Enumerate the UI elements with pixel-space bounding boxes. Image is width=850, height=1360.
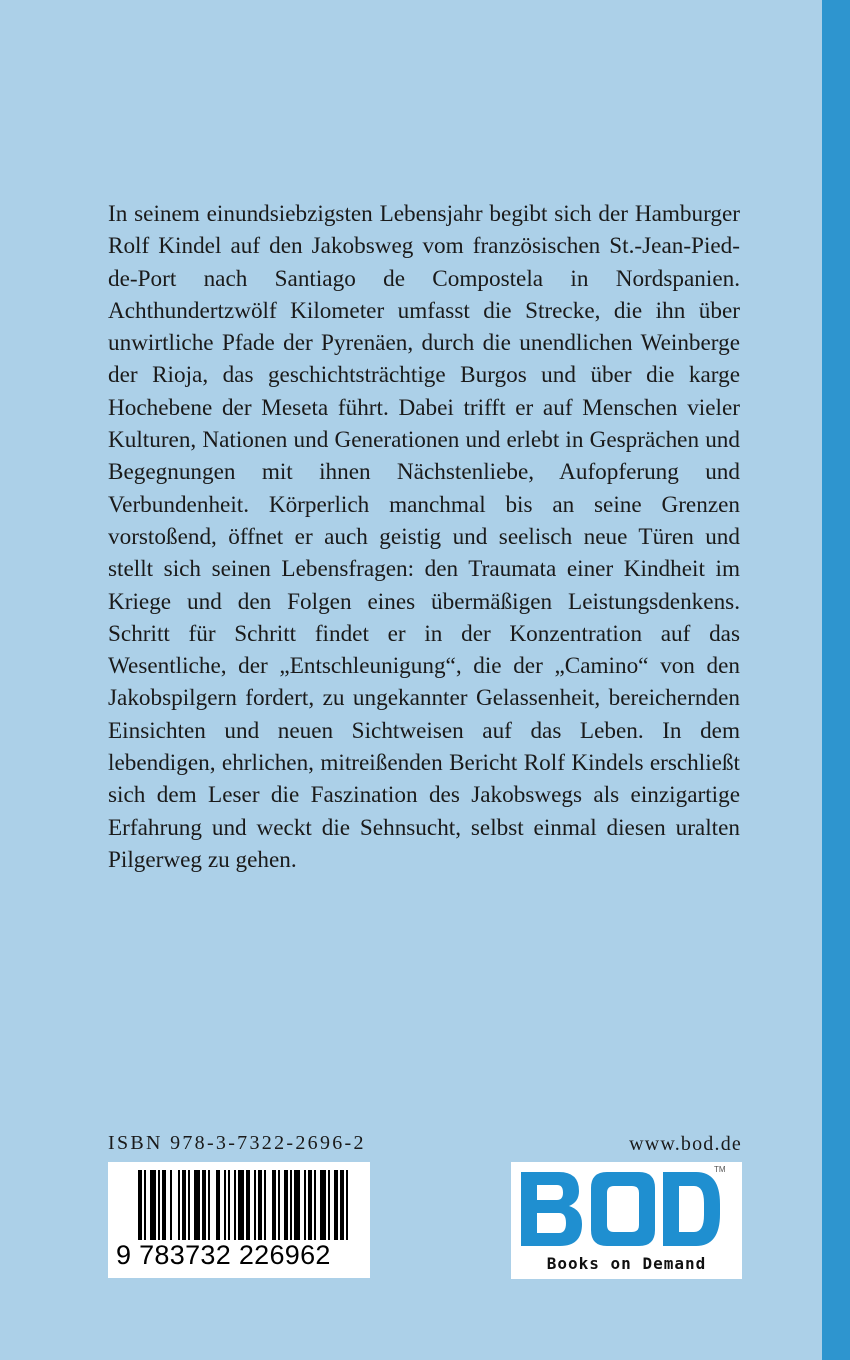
trademark-mark: TM (714, 1165, 726, 1174)
publisher-logo (511, 1162, 742, 1279)
bod-tagline: Books on Demand (546, 1254, 707, 1273)
back-cover-blurb: In seinem einundsiebzigsten Lebensjahr begibt sich der Hamburger Rolf Kindel auf den Jakobsweg vom französischen St.-Jean-Pied-de-Port nach Santiago de Compostela in Nordspanien. Achthundertzwölf Kilometer umfasst die Strecke, die ihn über unwirtliche Pfade der Pyrenäen, durch die unendlichen Weinberge der Rioja, das geschichtsträchtige Burgos und über die karge Hochebene der Meseta führt. Dabei trifft er auf Menschen vieler Kulturen, Nationen und Generationen und erlebt in Gesprächen und Begegnungen mit ihnen Nächstenliebe, Aufopferung und Verbundenheit. Körperlich manchmal bis an seine Grenzen vorstoßend, öffnet er auch geistig und seelisch neue Türen und stellt sich seinen Lebensfragen: den Traumata einer Kindheit im Kriege und den Folgen eines übermäßigen Leistungsdenkens. Schritt für Schritt findet er in der Konzentration auf das Wesentliche, der „Entschleunigung“, die der „Camino“ von den Jakobspilgern fordert, zu ungekannter Gelassenheit, bereichernden Einsichten und neuen Sichtweisen auf das Leben. In dem lebendigen, ehrlichen, mitreißenden Bericht Rolf Kindels erschließt sich dem Leser die Faszination des Jakobswegs als einzigartige Erfahrung und weckt die Sehnsucht, selbst einmal diesen uralten Pilgerweg zu gehen. (108, 201, 740, 873)
isbn-barcode (108, 1162, 370, 1278)
spine-edge-strip (822, 0, 850, 1360)
barcode-digits: 9 783732 226962 (116, 1240, 366, 1270)
publisher-website: www.bod.de (629, 1133, 742, 1155)
isbn-label: ISBN 978-3-7322-2696-2 (108, 1132, 366, 1154)
